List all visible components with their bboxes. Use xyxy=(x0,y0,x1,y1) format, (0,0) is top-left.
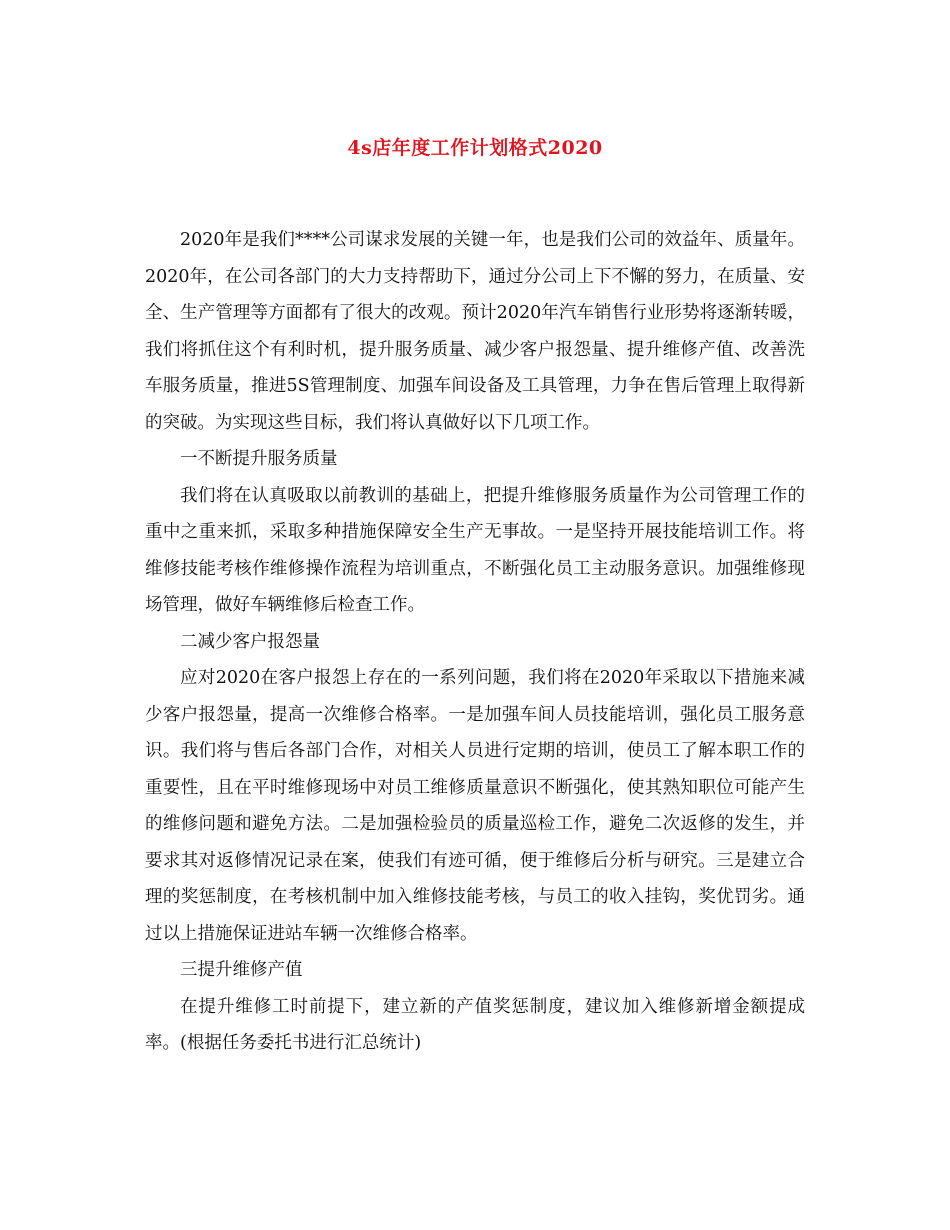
document-title: 4s店年度工作计划格式2020 xyxy=(347,137,603,159)
paragraph-section-1: 我们将在认真吸取以前教训的基础上，把提升维修服务质量作为公司管理工作的重中之重来抓，采取多种措施保障安全生产无事故。一是坚持开展技能培训工作。将维修技能考核作维修操作流程为培训重点，不断强化员工主动服务意识。加强维修现场管理，做好车辆维修后检查工作。 xyxy=(145,485,805,615)
document-body xyxy=(145,222,805,1062)
paragraph-section-3: 在提升维修工时前提下，建立新的产值奖惩制度，建议加入维修新增金额提成率。(根据任务委托书进行汇总统计) xyxy=(145,996,805,1053)
paragraph-intro: 2020年是我们****公司谋求发展的关键一年，也是我们公司的效益年、质量年。2020年，在公司各部门的大力支持帮助下，通过分公司上下不懈的努力，在质量、安全、生产管理等方面都有了很大的改观。预计2020年汽车销售行业形势将逐渐转暖，我们将抓住这个有利时机，提升服务质量、减少客户报怨量、提升维修产值、改善洗车服务质量，推进5S管理制度、加强车间设备及工具管理，力争在售后管理上取得新的突破。为实现这些目标，我们将认真做好以下几项工作。 xyxy=(145,230,805,433)
section-heading-3: 三提升维修产值 xyxy=(180,960,303,980)
section-heading-1: 一不断提升服务质量 xyxy=(180,449,338,469)
paragraph-section-2: 应对2020在客户报怨上存在的一系列问题，我们将在2020年采取以下措施来减少客户报怨量，提高一次维修合格率。一是加强车间人员技能培训，强化员工服务意识。我们将与售后各部门合作，对相关人员进行定期的培训，使员工了解本职工作的重要性，且在平时维修现场中对员工维修质量意识不断强化，使其熟知职位可能产生的维修问题和避免方法。二是加强检验员的质量巡检工作，避免二次返修的发生，并要求其对返修情况记录在案，使我们有迹可循，便于维修后分析与研究。三是建立合理的奖惩制度，在考核机制中加入维修技能考核，与员工的收入挂钩，奖优罚劣。通过以上措施保证进站车辆一次维修合格率。 xyxy=(145,668,805,944)
section-heading-2: 二减少客户报怨量 xyxy=(180,631,320,652)
